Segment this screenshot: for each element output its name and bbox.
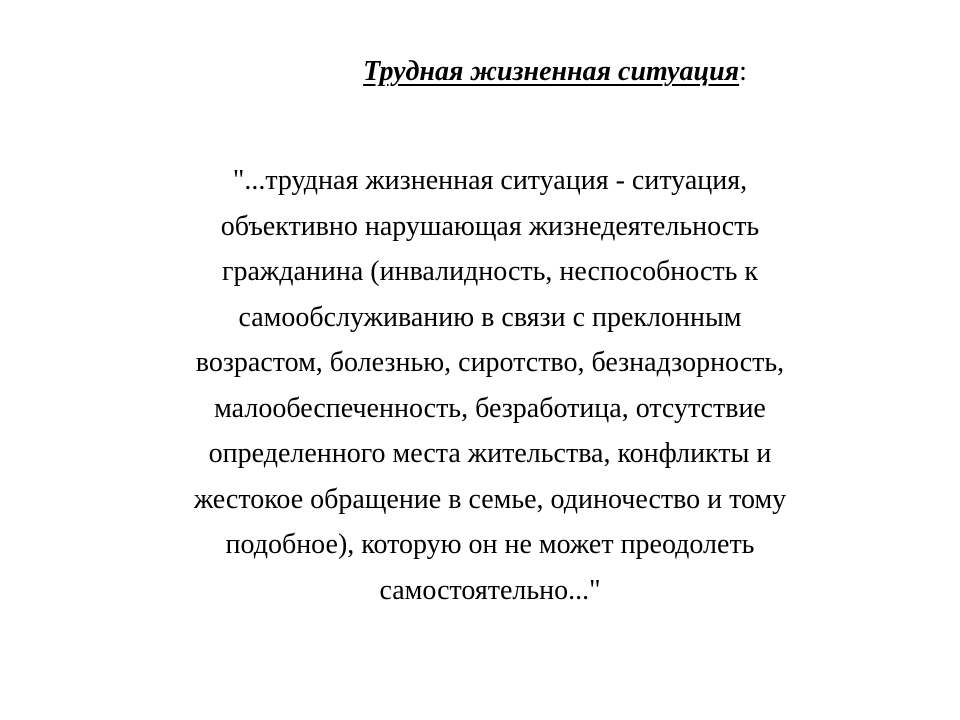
quote-line: возрастом, болезнью, сиротство, безнадзорность, <box>195 347 785 378</box>
definition-quote <box>60 158 920 613</box>
slide-title-text: Трудная жизненная ситуация <box>363 56 740 87</box>
quote-line: самостоятельно..." <box>379 574 601 606</box>
quote-line: жестокое обращение в семье, одиночество и тому <box>193 483 787 515</box>
quote-line: гражданина (инвалидность, неспособность к <box>221 256 759 287</box>
quote-line: "...трудная жизненная ситуация - ситуация, <box>232 165 748 196</box>
slide-title <box>0 52 960 92</box>
quote-line: малообеспеченность, безработица, отсутствие <box>214 392 766 424</box>
quote-line: подобное), которую он не может преодолеть <box>225 529 755 560</box>
slide-title-colon: : <box>739 56 747 87</box>
quote-line: самообслуживанию в связи с преклонным <box>238 301 742 333</box>
quote-line: объективно нарушающая жизнедеятельность <box>220 210 760 242</box>
quote-line: определенного места жительства, конфликты и <box>208 438 772 469</box>
